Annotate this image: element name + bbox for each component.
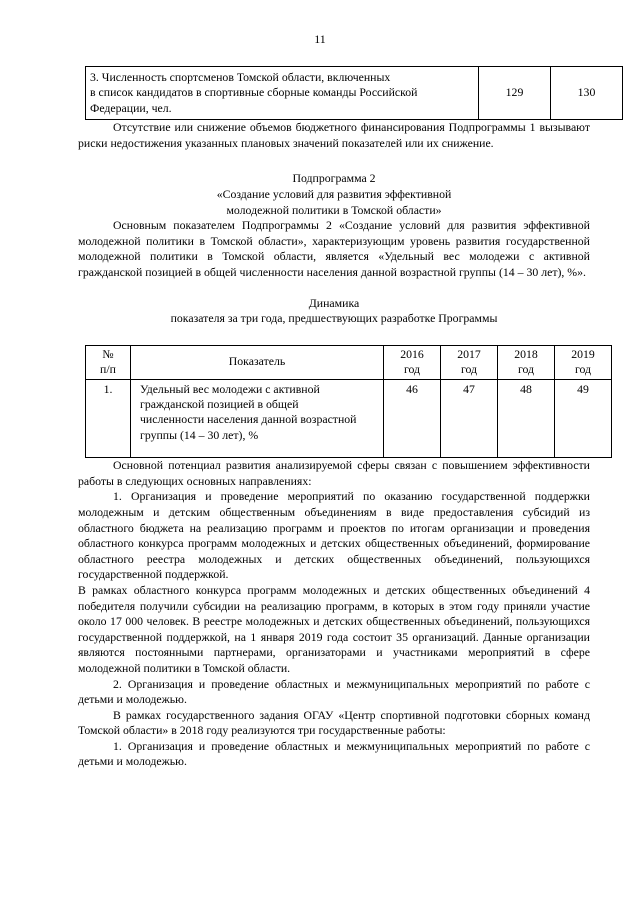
paragraph-item1-support: 1. Организация и проведение мероприятий по оказанию государственной поддержки молодежным и детским общественным объединениям в виде предоставления субсидий из областного бюджета на реализацию программ и проектов по итогам организации и проведения областного конкурса программ молодежных и детских общественных объединений, формирование областного реестра молодежных и детских общественных объединений, пользующихся государственной поддержкой. — [78, 489, 590, 582]
heading-line-2: «Создание условий для развития эффективной — [216, 187, 452, 201]
dynamics-indicators-table — [85, 345, 612, 458]
value-2017-cell: 47 — [441, 379, 498, 458]
paragraph-potential: Основной потенциал развития анализируемой сферы связан с повышением эффективности работы в следующих основных направлениях: — [78, 458, 590, 488]
paragraph-item2-events: 2. Организация и проведение областных и межмуниципальных мероприятий по работе с детьми и молодежью. — [78, 676, 590, 707]
table-row — [86, 67, 623, 120]
row-indicator-cell: Удельный вес молодежи с активной гражданской позицией в общей численности населения данной возрастной группы (14 – 30 лет), % — [131, 379, 384, 458]
table-row — [86, 379, 612, 458]
table-header-row — [86, 345, 612, 379]
col-header-2017: 2017 год — [441, 345, 498, 379]
sports-candidates-table — [85, 66, 623, 120]
col-header-indicator: Показатель — [131, 345, 384, 379]
value-2019-cell: 49 — [555, 379, 612, 458]
indicator-value-cell-1: 129 — [479, 67, 551, 120]
paragraph-state-task: В рамках государственного задания ОГАУ «Центр спортивной подготовки сборных команд Томской области» в 2018 году реализуются три государственные работы: — [78, 707, 590, 738]
col-header-2018: 2018 год — [498, 345, 555, 379]
paragraph-funding-risk: Отсутствие или снижение объемов бюджетного финансирования Подпрограммы 1 вызывают риски недостижения указанных плановых значений показателей или их снижение. — [78, 120, 590, 150]
row-number-cell: 1. — [86, 379, 131, 458]
dynamics-heading-line-2: показателя за три года, предшествующих разработке Программы — [170, 311, 498, 326]
value-2016-cell: 46 — [384, 379, 441, 458]
paragraph-contest-results: В рамках областного конкурса программ молодежных и детских общественных объединений 4 победителя получили субсидии на реализацию программ, в которых в этом году приняли участие около 17 000 человек. В реестре молодежных и детских общественных объединений, пользующихся государственной поддержкой, на 1 января 2019 года состоит 35 организаций. Данные организации являются постоянными партнерами, организаторами и участниками мероприятий в сфере молодежной политики в Томской области. — [78, 582, 590, 675]
dynamics-heading-line-1: Динамика — [308, 295, 360, 310]
indicator-label-cell: 3. Численность спортсменов Томской области, включенных в список кандидатов в спортивные сборные команды Российской Федерации, чел. — [86, 67, 479, 120]
paragraph-work1: 1. Организация и проведение областных и межмуниципальных мероприятий по работе с детьми и молодежью. — [78, 738, 590, 769]
heading-line-3: молодежной политики в Томской области» — [226, 202, 442, 217]
indicator-value-cell-2: 130 — [551, 67, 623, 120]
page-number: 11 — [314, 32, 326, 46]
col-header-2016: 2016 год — [384, 345, 441, 379]
value-2018-cell: 48 — [498, 379, 555, 458]
dynamics-heading — [78, 296, 590, 327]
page-content — [78, 66, 596, 770]
col-header-num: № п/п — [86, 345, 131, 379]
col-header-2019: 2019 год — [555, 345, 612, 379]
heading-line-1: Подпрограмма 2 — [292, 171, 376, 186]
subprogram-2-heading — [78, 171, 590, 218]
paragraph-main-indicator: Основным показателем Подпрограммы 2 «Создание условий для развития эффективной молодежной политики в Томской области», характеризующим уровень развития государственной молодежной политики в Томской области, является «Удельный вес молодежи с активной гражданской позицией в общей численности населения данной возрастной группы (14 – 30 лет), %». — [78, 218, 590, 279]
